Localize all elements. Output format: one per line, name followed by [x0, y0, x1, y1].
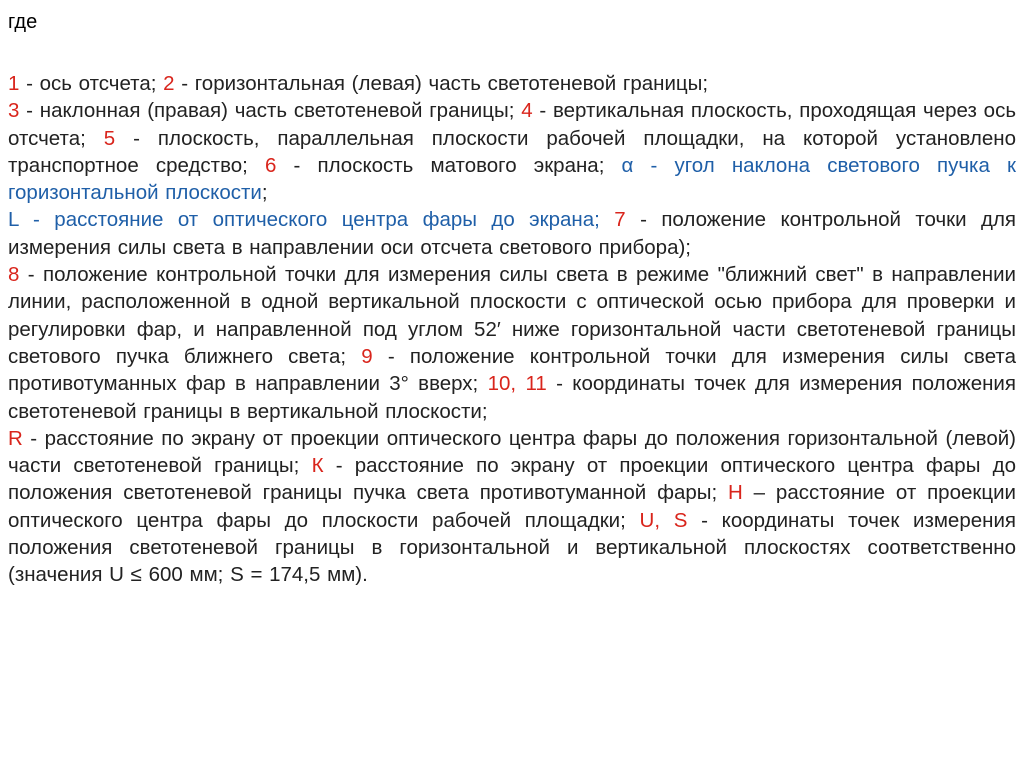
- marker-1: 1: [8, 72, 20, 95]
- paragraph-2: [8, 99, 1016, 204]
- marker-3: 3: [8, 99, 20, 123]
- desc-10-11: - координаты точек для измерения положения светотеневой границы в вертикальной плоскости;: [8, 372, 1016, 423]
- desc-H: – расстояние от проекции оптического центра фары до плоскости рабочей площадки;: [8, 481, 1016, 532]
- marker-6: 6: [264, 153, 277, 177]
- marker-5: 5: [103, 126, 116, 150]
- desc-2: - горизонтальная (левая) часть светотеневой границы;: [174, 72, 709, 95]
- marker-H: Н: [728, 481, 743, 505]
- desc-4: - вертикальная плоскость, проходящая через ось отсчета;: [8, 99, 1016, 150]
- desc-9: - положение контрольной точки для измерения силы света противотуманных фар в направлении 3° вверх;: [8, 344, 1016, 396]
- desc-3: - наклонная (правая) часть светотеневой границы;: [19, 99, 522, 123]
- paragraph-1: [8, 72, 708, 95]
- L-definition: L - расстояние от оптического центра фары до экрана;: [8, 208, 615, 232]
- desc-8: - положение контрольной точки для измерения силы света в режиме "ближний свет" в направлении линии, расположенной в одной вертикальной плоскости с оптической осью прибора для проверки и регулировки фар, и направленной под углом 52′ ниже горизонтальной части светотеневой границы светового пучка ближнего света;: [8, 263, 1016, 368]
- marker-7: 7: [614, 208, 626, 232]
- marker-R: R: [8, 426, 23, 450]
- legend-text: [8, 70, 1016, 589]
- desc-5: - плоскость, параллельная плоскости рабочей площадки, на которой установлено транспортное средство;: [8, 126, 1016, 177]
- marker-K: К: [311, 454, 324, 478]
- desc-1: - ось отсчета;: [19, 72, 164, 95]
- marker-10-11: 10, 11: [487, 372, 547, 396]
- paragraph-4: [8, 263, 1016, 422]
- marker-9: 9: [361, 344, 373, 368]
- heading-where: где: [8, 11, 38, 33]
- marker-8: 8: [8, 263, 20, 287]
- alpha-definition: α - угол наклона светового пучка к горизонтальной плоскости: [8, 153, 1016, 205]
- desc-7: - положение контрольной точки для измерения силы света в направлении оси отсчета светового прибора);: [8, 208, 1017, 259]
- alpha-end: ;: [261, 181, 268, 205]
- desc-K: - расстояние по экрану от проекции оптического центра фары до положения светотеневой границы пучка света противотуманной фары;: [8, 454, 1016, 505]
- marker-2: 2: [163, 72, 175, 95]
- desc-R: - расстояние по экрану от проекции оптического центра фары до положения горизонтальной (левой) части светотеневой границы;: [8, 426, 1016, 478]
- desc-U-S: - координаты точек измерения положения светотеневой границы в горизонтальной и вертикальной плоскостях соответственно (значения U ≤ 600 мм; S = 174,5 мм).: [8, 508, 1017, 587]
- marker-U-S: U, S: [639, 508, 688, 532]
- marker-4: 4: [521, 99, 533, 123]
- paragraph-5: [8, 427, 1016, 586]
- desc-6: - плоскость матового экрана;: [276, 153, 622, 177]
- paragraph-3: [8, 208, 1016, 258]
